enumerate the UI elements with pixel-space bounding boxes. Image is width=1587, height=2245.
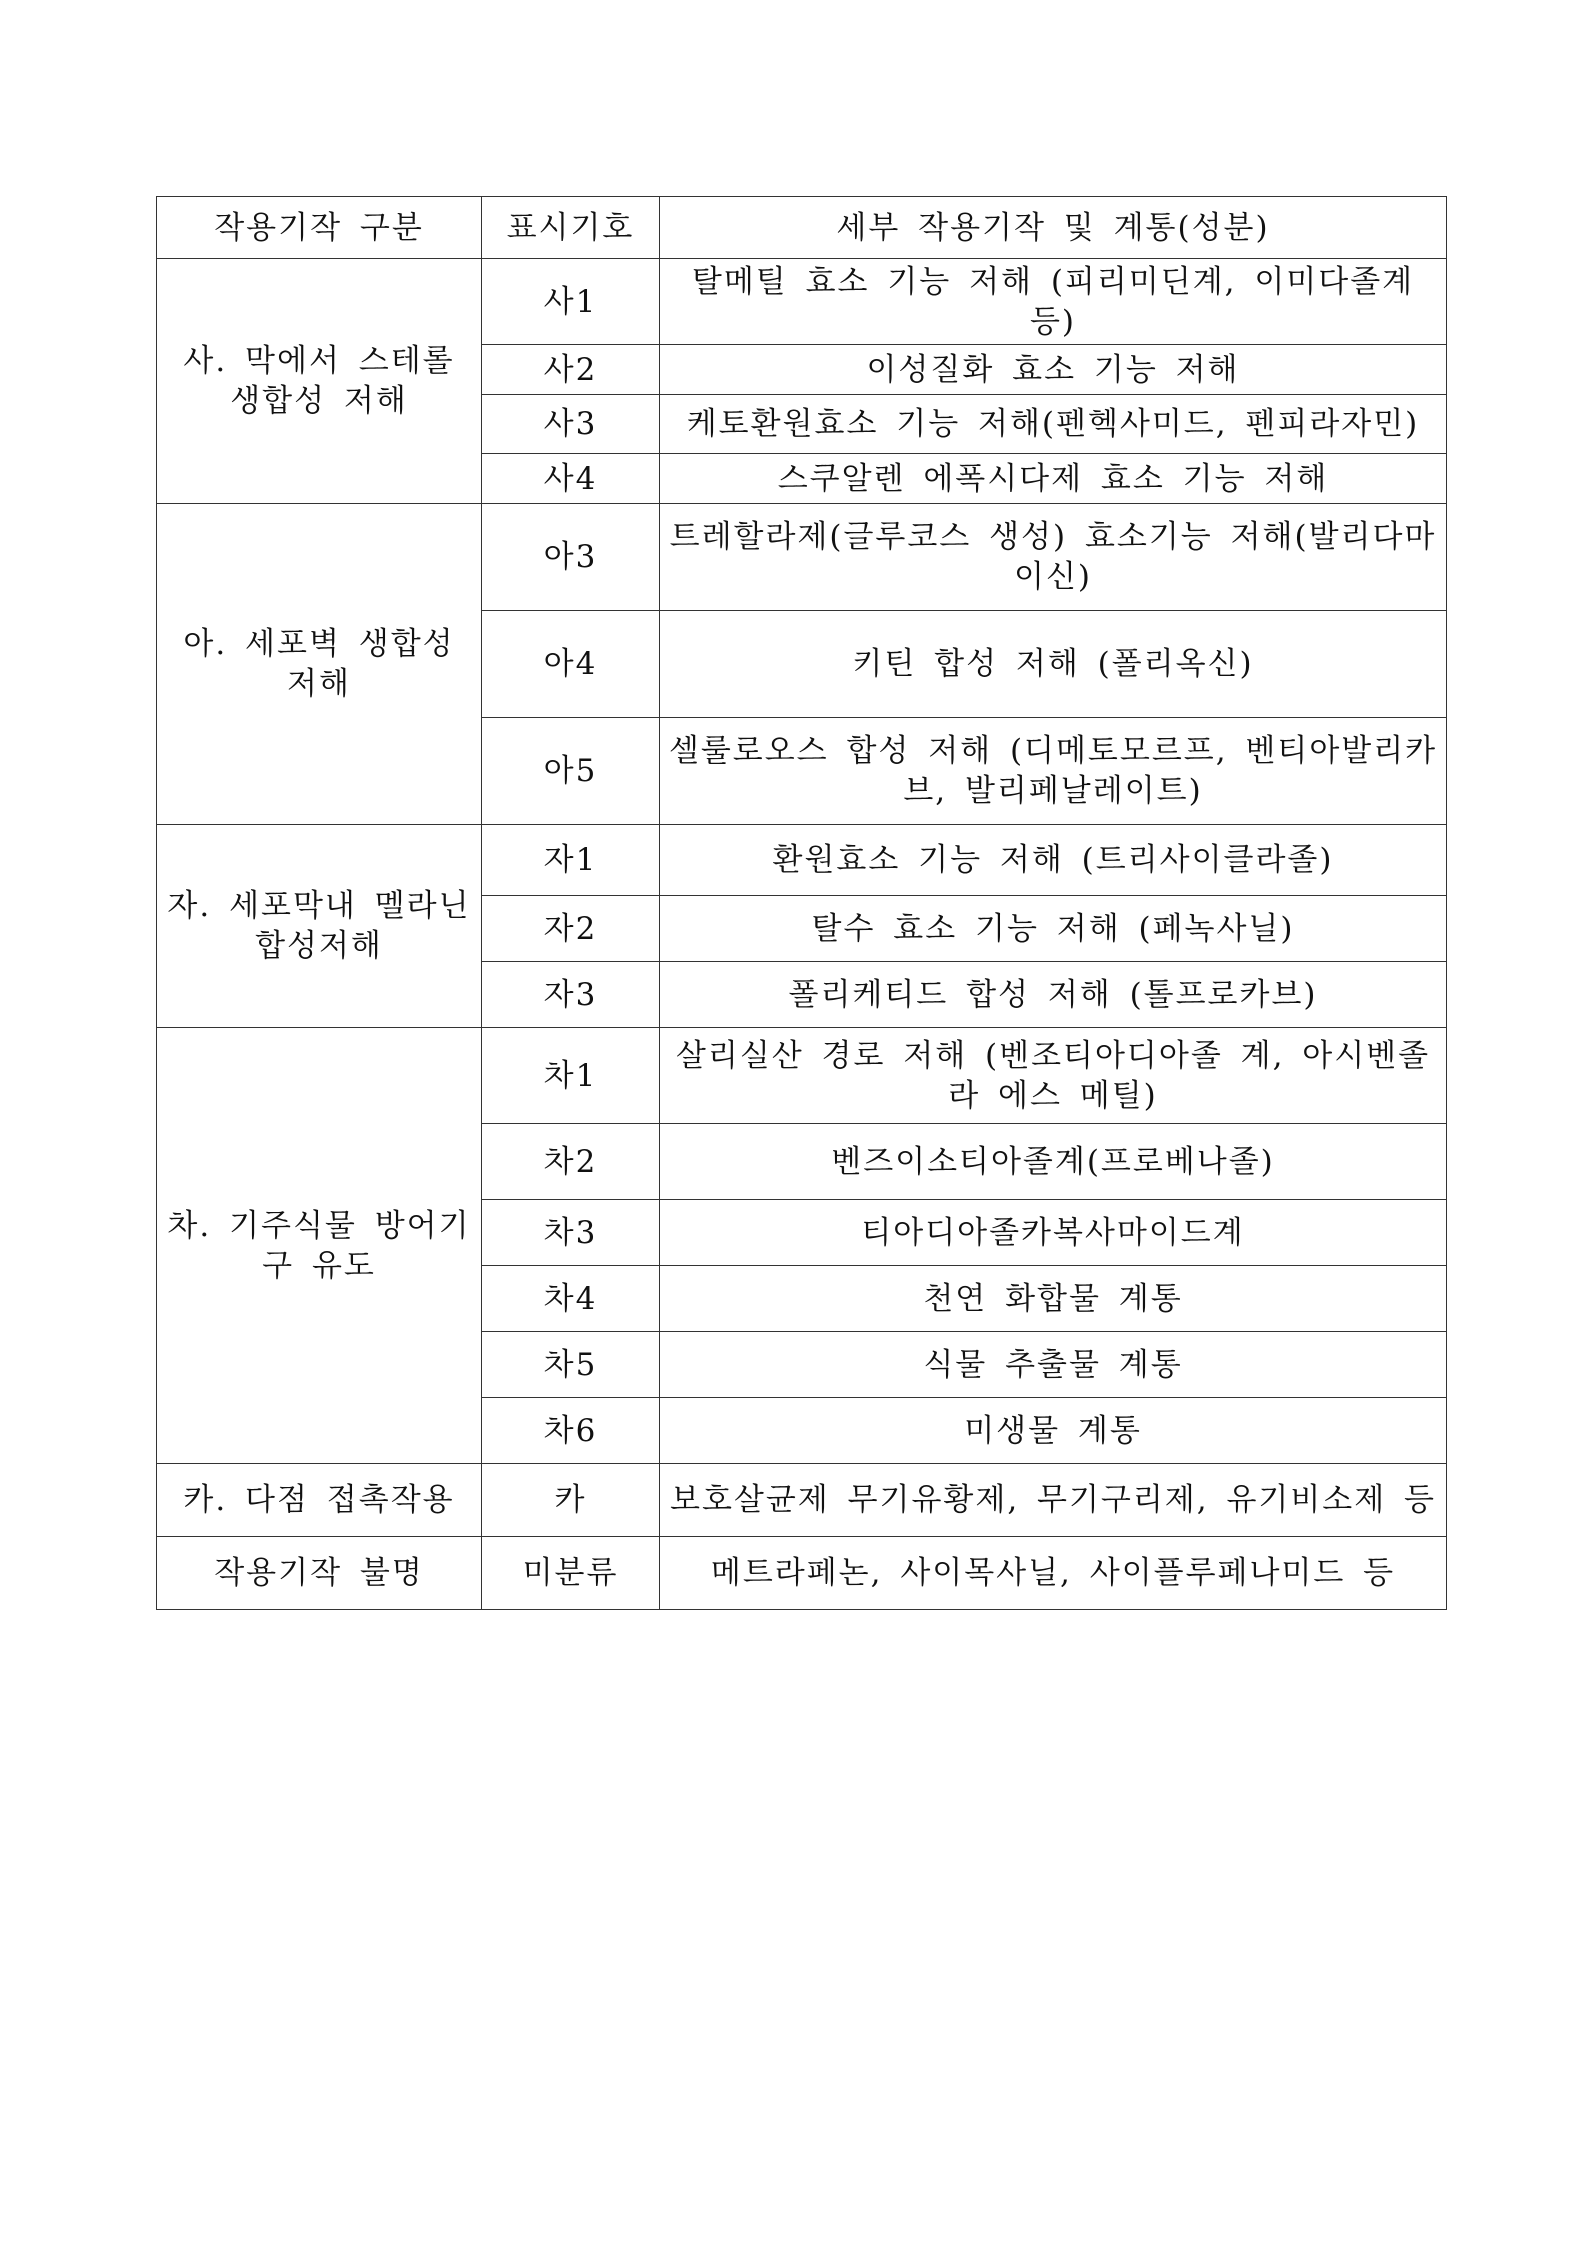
table-row xyxy=(157,825,1447,896)
table-row xyxy=(157,504,1447,611)
code-cell: 자2 xyxy=(482,896,660,962)
detail-cell: 살리실산 경로 저해 (벤조티아디아졸 계, 아시벤졸라 에스 메틸) xyxy=(660,1028,1447,1124)
code-cell: 사3 xyxy=(482,395,660,454)
detail-cell: 환원효소 기능 저해 (트리사이클라졸) xyxy=(660,825,1447,896)
detail-cell: 티아디아졸카복사마이드계 xyxy=(660,1200,1447,1266)
category-cell: 아. 세포벽 생합성 저해 xyxy=(157,504,482,825)
code-cell: 차1 xyxy=(482,1028,660,1124)
code-cell: 차6 xyxy=(482,1398,660,1464)
detail-cell: 미생물 계통 xyxy=(660,1398,1447,1464)
header-row xyxy=(157,197,1447,259)
detail-cell: 폴리케티드 합성 저해 (톨프로카브) xyxy=(660,962,1447,1028)
table-row xyxy=(157,1028,1447,1124)
category-cell: 작용기작 불명 xyxy=(157,1537,482,1610)
code-cell: 자3 xyxy=(482,962,660,1028)
code-cell: 사2 xyxy=(482,345,660,395)
table-row xyxy=(157,1537,1447,1610)
code-cell: 아4 xyxy=(482,611,660,718)
code-cell: 차5 xyxy=(482,1332,660,1398)
code-cell: 차3 xyxy=(482,1200,660,1266)
category-cell: 카. 다점 접촉작용 xyxy=(157,1464,482,1537)
code-cell: 차2 xyxy=(482,1124,660,1200)
header-code: 표시기호 xyxy=(482,197,660,259)
detail-cell: 키틴 합성 저해 (폴리옥신) xyxy=(660,611,1447,718)
table-row xyxy=(157,259,1447,345)
category-cell: 사. 막에서 스테롤 생합성 저해 xyxy=(157,259,482,504)
detail-cell: 탈메틸 효소 기능 저해 (피리미딘계, 이미다졸계 등) xyxy=(660,259,1447,345)
detail-cell: 셀룰로오스 합성 저해 (디메토모르프, 벤티아발리카브, 발리페날레이트) xyxy=(660,718,1447,825)
code-cell: 사1 xyxy=(482,259,660,345)
category-cell: 차. 기주식물 방어기구 유도 xyxy=(157,1028,482,1464)
code-cell: 아3 xyxy=(482,504,660,611)
detail-cell: 식물 추출물 계통 xyxy=(660,1332,1447,1398)
code-cell: 미분류 xyxy=(482,1537,660,1610)
detail-cell: 케토환원효소 기능 저해(펜헥사미드, 펜피라자민) xyxy=(660,395,1447,454)
header-detail: 세부 작용기작 및 계통(성분) xyxy=(660,197,1447,259)
detail-cell: 트레할라제(글루코스 생성) 효소기능 저해(발리다마이신) xyxy=(660,504,1447,611)
detail-cell: 천연 화합물 계통 xyxy=(660,1266,1447,1332)
table-row xyxy=(157,1464,1447,1537)
detail-cell: 벤즈이소티아졸계(프로베나졸) xyxy=(660,1124,1447,1200)
code-cell: 자1 xyxy=(482,825,660,896)
category-cell: 자. 세포막내 멜라닌 합성저해 xyxy=(157,825,482,1028)
code-cell: 차4 xyxy=(482,1266,660,1332)
header-category: 작용기작 구분 xyxy=(157,197,482,259)
detail-cell: 이성질화 효소 기능 저해 xyxy=(660,345,1447,395)
detail-cell: 메트라페논, 사이목사닐, 사이플루페나미드 등 xyxy=(660,1537,1447,1610)
detail-cell: 탈수 효소 기능 저해 (페녹사닐) xyxy=(660,896,1447,962)
code-cell: 아5 xyxy=(482,718,660,825)
detail-cell: 스쿠알렌 에폭시다제 효소 기능 저해 xyxy=(660,454,1447,504)
mode-of-action-table xyxy=(156,196,1447,1610)
code-cell: 사4 xyxy=(482,454,660,504)
code-cell: 카 xyxy=(482,1464,660,1537)
detail-cell: 보호살균제 무기유황제, 무기구리제, 유기비소제 등 xyxy=(660,1464,1447,1537)
